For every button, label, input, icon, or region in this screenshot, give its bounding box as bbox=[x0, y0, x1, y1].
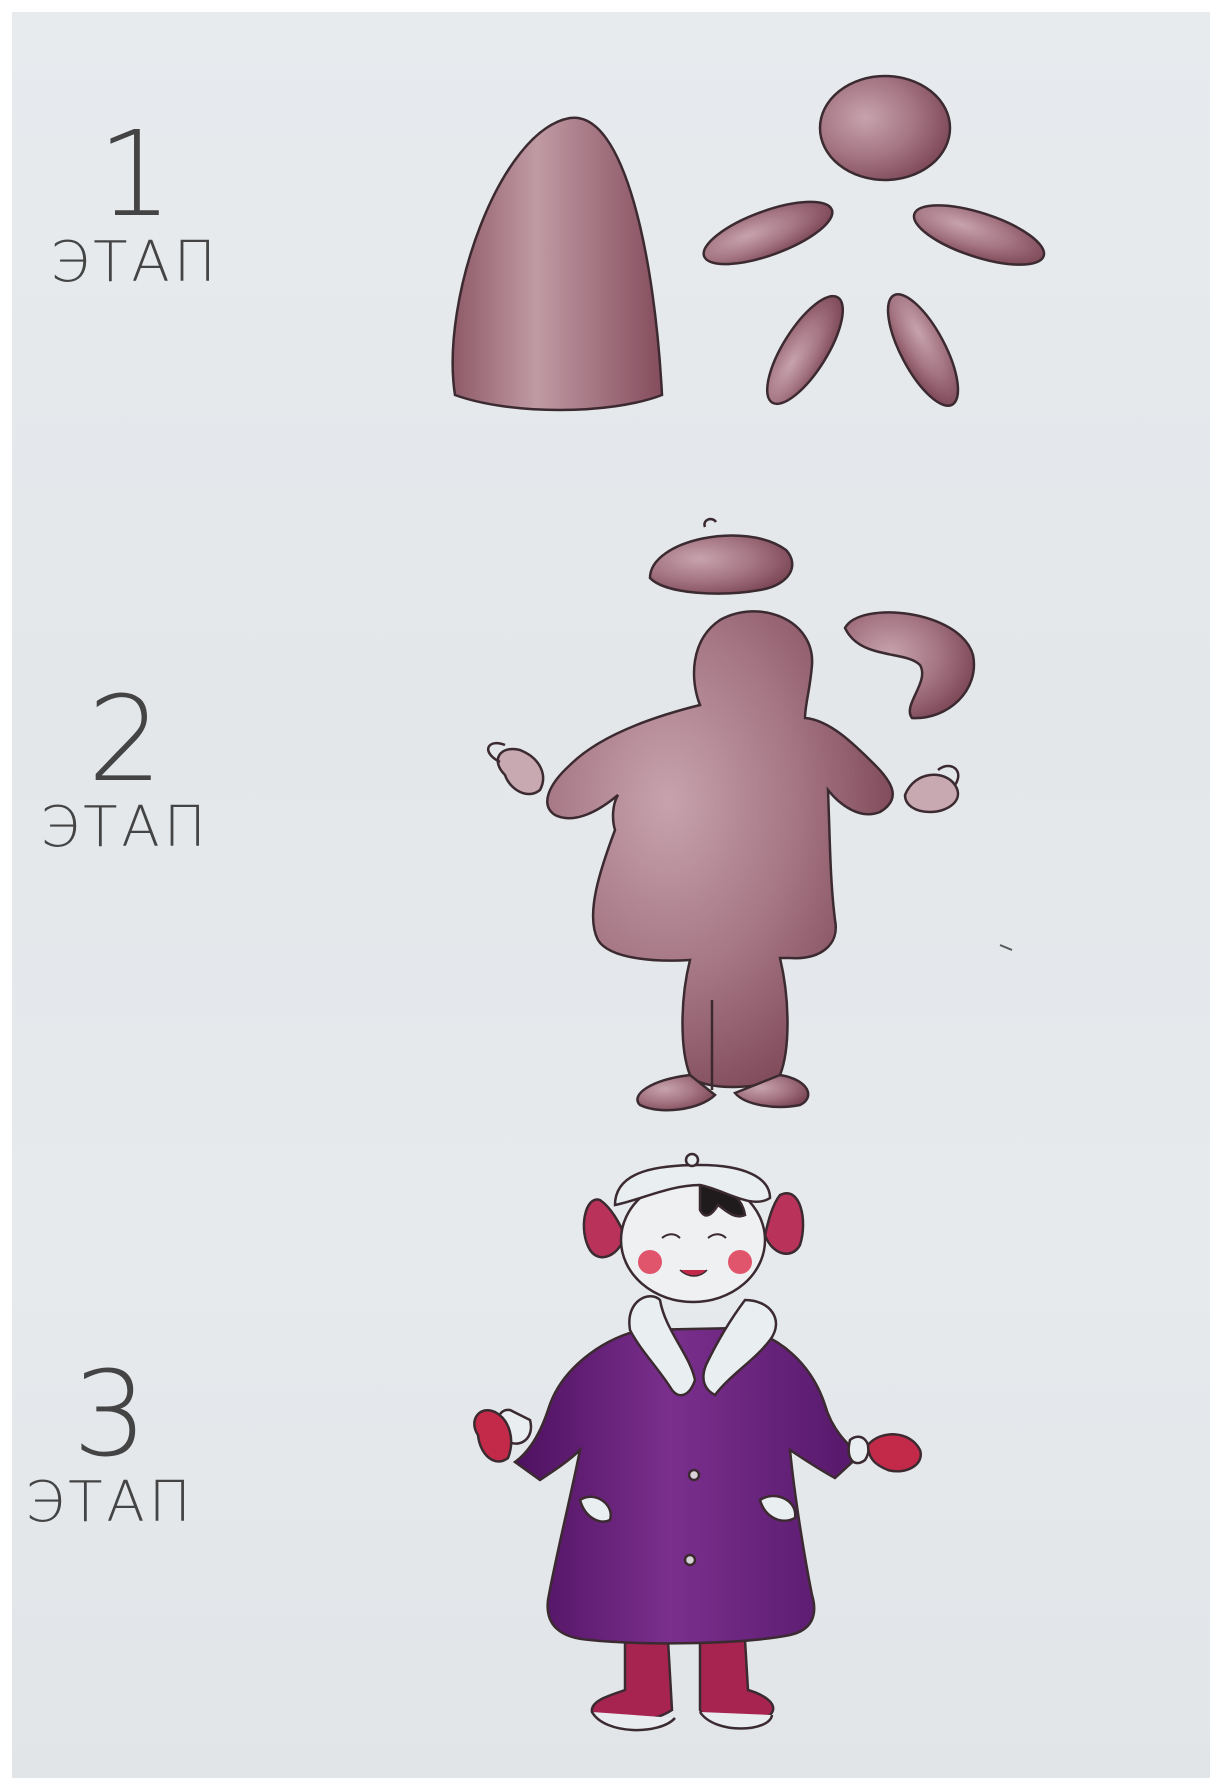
bow-right-shape bbox=[765, 1193, 803, 1253]
stage-2-parts bbox=[488, 519, 974, 1110]
stage-2-word: ЭТАП bbox=[40, 795, 210, 860]
coat-button-2 bbox=[685, 1555, 695, 1565]
mitten-3-right-shape bbox=[868, 1434, 921, 1471]
boot-left-shape bbox=[592, 1640, 672, 1722]
stage-1-number: 1 bbox=[97, 105, 173, 243]
arm-piece-left-shape bbox=[697, 189, 840, 277]
boot-right-shape bbox=[700, 1640, 773, 1721]
head-ball-shape bbox=[820, 76, 950, 180]
leg-piece-left-shape bbox=[753, 286, 856, 414]
stage-1-word: ЭТАП bbox=[50, 230, 220, 295]
stage-3-number: 3 bbox=[72, 1345, 148, 1483]
sleeve-piece-shape bbox=[845, 612, 974, 718]
stage-2-number: 2 bbox=[87, 670, 163, 808]
cone-body-shape bbox=[453, 118, 662, 410]
doll-body-shape bbox=[547, 611, 892, 1087]
mitten-right-shape bbox=[905, 775, 958, 812]
bow-left-shape bbox=[584, 1200, 625, 1258]
stage-1-parts bbox=[453, 76, 1051, 415]
stage-3-doll bbox=[474, 1154, 920, 1730]
leg-piece-right-shape bbox=[874, 285, 971, 415]
arm-piece-right-shape bbox=[908, 193, 1051, 277]
coat-button-1 bbox=[689, 1470, 699, 1480]
stage-3-word: ЭТАП bbox=[25, 1470, 195, 1535]
beret-shape bbox=[650, 535, 792, 593]
mitten-left-shape bbox=[498, 749, 543, 794]
